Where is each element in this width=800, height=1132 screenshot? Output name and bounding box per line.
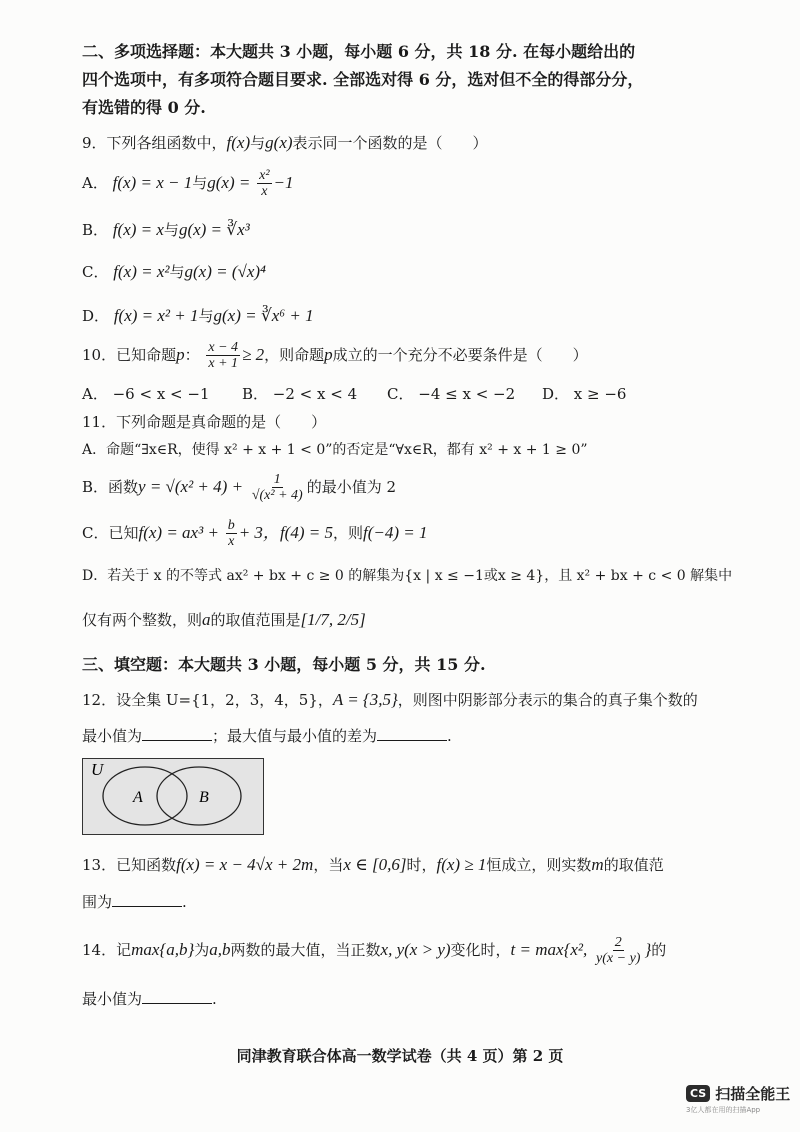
- q9-stem-text: 9．下列各组函数中，: [82, 134, 227, 152]
- q11-option-c: [82, 518, 427, 550]
- section2-line2: 四个选项中，有多项符合题目要求. 全部选对得 6 分，选对但不全的得部分分，: [82, 70, 644, 89]
- q9-c-g: g(x) = (√x)⁴: [184, 262, 266, 281]
- q10-stem-b: ，则命题: [264, 345, 325, 364]
- q9-b-g: g(x) = ∛x³: [178, 220, 250, 239]
- q14-text-b: 为: [194, 940, 210, 959]
- q11-option-a: A．命题“∃x∈R，使得 x² + x + 1 < 0”的否定是“∀x∈R，都有 x² + x + 1 ≥ 0”: [82, 442, 588, 458]
- q11-stem: 11．下列命题是真命题的是（ ）: [82, 413, 327, 431]
- q12-text-b: ，则图中阴影部分表示的集合的真子集个数的: [397, 691, 698, 709]
- venn-label-u: U: [91, 760, 104, 779]
- q14-line1: [82, 935, 666, 967]
- q14-num: 2: [614, 935, 622, 950]
- section2-line3: 有选错的得 0 分.: [82, 98, 206, 117]
- q9-option-d: [82, 306, 314, 326]
- q10-options: [82, 385, 626, 403]
- q11-b-text: B．函数: [82, 477, 139, 496]
- q10-fraction: [206, 340, 240, 372]
- q13-blank[interactable]: [112, 894, 182, 907]
- q14-den: y(x − y): [596, 951, 641, 967]
- q14-line2: [82, 990, 217, 1008]
- q11-c-f: f(x) = ax³ +: [138, 522, 219, 542]
- q9-yu: 与: [250, 134, 266, 152]
- q10-den: x + 1: [208, 356, 239, 372]
- q12-diff-label: ；最大值与最小值的差为: [212, 727, 378, 745]
- q10-ge: ≥ 2: [242, 344, 265, 364]
- q13-text-e: 的取值范: [603, 856, 664, 874]
- q9-a-f: f(x) = x − 1: [112, 172, 193, 192]
- q9-f: f(x): [226, 133, 251, 152]
- q11-c-text: C．已知: [82, 523, 139, 542]
- q14-xy: x, y(x > y): [380, 939, 451, 959]
- q12-line1: [82, 690, 698, 710]
- q11-d-a: a: [202, 610, 211, 629]
- q13-text-b: ，当: [313, 856, 344, 874]
- q12-blank-1[interactable]: [142, 728, 212, 741]
- venn-label-a: A: [133, 789, 143, 806]
- q14-blank[interactable]: [142, 991, 212, 1004]
- q14-text-d: 变化时，: [450, 940, 511, 959]
- q10-stem-c: 成立的一个充分不必要条件是（ ）: [332, 345, 588, 364]
- q11-c-e: f(−4) = 1: [362, 522, 428, 542]
- q11-option-d-line2: [82, 610, 366, 630]
- q13-period: .: [182, 893, 187, 911]
- q13-domain: x ∈ [0,6]: [343, 855, 407, 874]
- q11-d-text2: 的取值范围是: [210, 611, 301, 629]
- q9-b-f: f(x) = x: [112, 220, 164, 239]
- q9-a-label: A．: [82, 173, 108, 192]
- q9-b-label: B．: [82, 221, 109, 239]
- q11-d-interval: [1/7, 2/5]: [300, 610, 366, 629]
- q9-option-b: [82, 220, 250, 240]
- q9-a-tail: −1: [273, 172, 294, 192]
- q11-d-text: 仅有两个整数，则: [82, 611, 203, 629]
- q9-d-g: g(x) = ∛x⁶ + 1: [213, 306, 314, 325]
- q13-range-label: 围为: [82, 893, 113, 911]
- q11-c-d: ，则: [332, 523, 363, 542]
- q13-text-c: 时，: [406, 856, 437, 874]
- q11-option-b: [82, 472, 396, 504]
- q10-p: p: [176, 344, 185, 364]
- q11-c-den: x: [228, 534, 235, 550]
- camscanner-logo-icon: CS: [686, 1085, 710, 1102]
- q11-option-d-line1: D．若关于 x 的不等式 ax² + bx + c ≥ 0 的解集为{x | x ≤ −1或x ≥ 4}，且 x² + bx + c < 0 解集中: [82, 568, 733, 584]
- q12-set-a: A = {3,5}: [332, 690, 398, 709]
- q10-option-d: D． x ≥ −6: [542, 385, 627, 403]
- q9-option-a: [82, 168, 294, 200]
- venn-label-b: B: [199, 789, 209, 806]
- q10-option-c: C． −4 ≤ x < −2: [387, 385, 516, 403]
- venn-diagram: [82, 758, 264, 835]
- q9-a-g: g(x) =: [207, 172, 251, 192]
- q13-line2: [82, 893, 187, 911]
- scanner-watermark: [686, 1083, 790, 1115]
- q9-option-c: [82, 262, 266, 282]
- q14-text-a: 14．记: [82, 940, 132, 959]
- q9-c-f: f(x) = x²: [113, 262, 170, 281]
- q11-c-num: b: [227, 518, 235, 533]
- q9-g: g(x): [265, 133, 293, 152]
- q10-stem-text: 10．已知命题: [82, 345, 177, 364]
- q9-d-label: D．: [82, 307, 110, 325]
- q9-c-label: C．: [82, 263, 109, 281]
- q11-b-num: 1: [273, 472, 281, 487]
- q14-max-ab: max{a,b}: [131, 939, 195, 959]
- q12-text-a: 12．设全集 U={1，2，3，4，5}，: [82, 691, 333, 709]
- q14-close: }: [644, 939, 652, 959]
- q9-d-f: f(x) = x² + 1: [113, 306, 199, 325]
- q11-c-b: + 3，: [238, 522, 280, 542]
- q11-c-fraction: [226, 518, 237, 550]
- section2-line1: 二、多项选择题：本大题共 3 小题，每小题 6 分，共 18 分. 在每小题给出的: [82, 42, 636, 61]
- q10-option-b: B． −2 < x < 4: [242, 385, 358, 403]
- q14-fraction: [594, 935, 642, 967]
- q10-p2: p: [324, 344, 333, 364]
- q10-stem: [82, 340, 588, 372]
- q10-option-a: A． −6 < x < −1: [82, 385, 210, 403]
- q14-text-c: 两数的最大值，当正数: [230, 940, 381, 959]
- q11-b-den: √(x² + 4): [251, 488, 303, 504]
- q14-text-e: 的: [651, 940, 667, 959]
- q11-c-c: f(4) = 5: [279, 522, 333, 542]
- q9-c-yu: 与: [169, 263, 185, 281]
- page-footer: 同津教育联合体高一数学试卷（共 4 页）第 2 页: [236, 1047, 564, 1065]
- q11-b-fraction: [250, 472, 305, 504]
- scanner-subtitle: 3亿人都在用的扫描App: [686, 1106, 761, 1114]
- scanner-name: 扫描全能王: [715, 1085, 791, 1103]
- q9-stem-tail: 表示同一个函数的是（ ）: [292, 134, 488, 152]
- q14-period: .: [212, 990, 217, 1008]
- q9-b-yu: 与: [163, 221, 179, 239]
- q9-a-fraction: [257, 168, 271, 200]
- q9-a-yu: 与: [192, 173, 208, 192]
- q9-stem: [82, 133, 488, 153]
- section3-title: 三、填空题：本大题共 3 小题，每小题 5 分，共 15 分.: [82, 655, 486, 674]
- q13-text-a: 13．已知函数: [82, 856, 177, 874]
- q14-min-label: 最小值为: [82, 990, 143, 1008]
- q9-a-num: x²: [259, 168, 270, 183]
- venn-circle-a: [103, 767, 187, 825]
- q10-colon: ：: [184, 345, 200, 364]
- q11-b-tail: 的最小值为 2: [306, 477, 397, 496]
- q12-min-label: 最小值为: [82, 727, 143, 745]
- q9-a-den: x: [261, 184, 268, 200]
- q13-f: f(x) = x − 4√x + 2m: [176, 855, 314, 874]
- q14-ab: a,b: [209, 939, 231, 959]
- venn-svg: [83, 759, 263, 834]
- q13-line1: [82, 855, 664, 875]
- q9-d-yu: 与: [198, 307, 214, 325]
- q13-cond: f(x) ≥ 1: [436, 855, 487, 874]
- q12-period: .: [447, 727, 452, 745]
- q13-text-d: 恒成立，则实数: [486, 856, 592, 874]
- q14-t: t = max{x²,: [510, 939, 588, 959]
- q11-b-y: y = √(x² + 4) +: [138, 476, 244, 496]
- q13-m: m: [591, 855, 604, 874]
- q12-blank-2[interactable]: [377, 728, 447, 741]
- q10-num: x − 4: [208, 340, 239, 355]
- q12-line2: [82, 727, 452, 745]
